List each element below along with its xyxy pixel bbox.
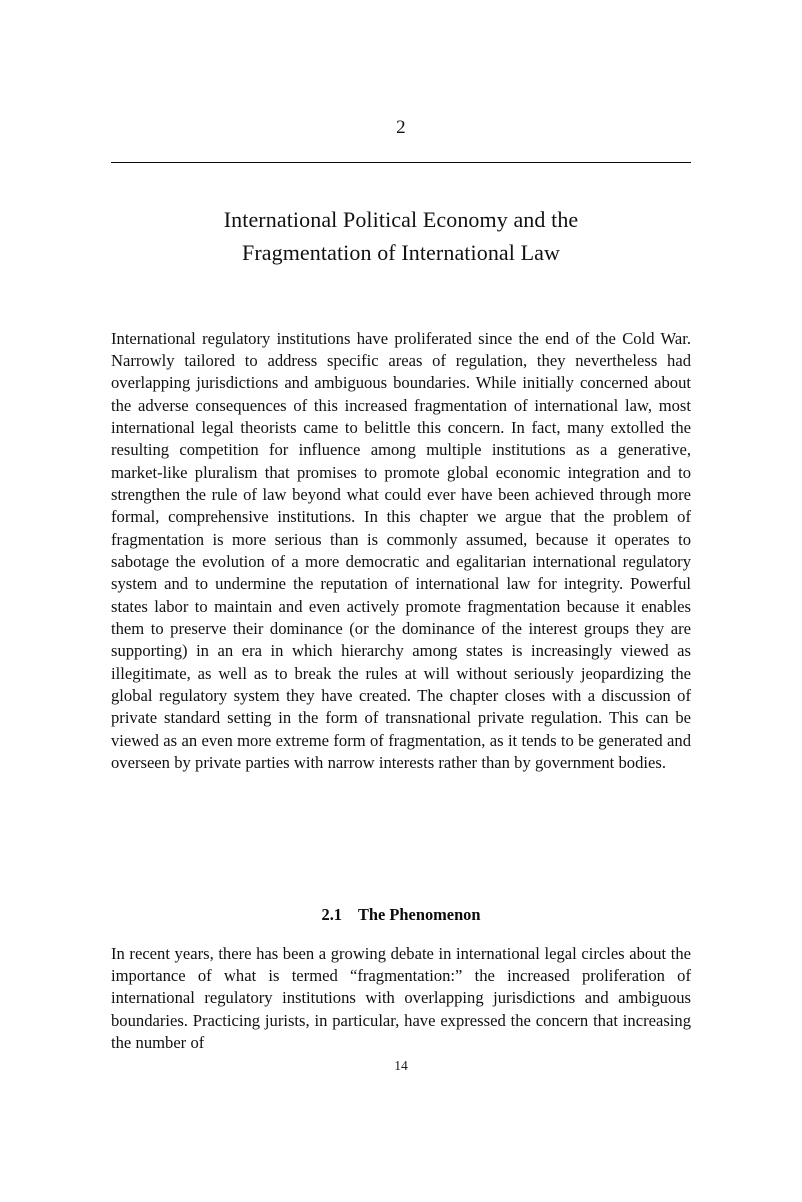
chapter-title [111,203,691,269]
chapter-title-line-1: International Political Economy and the [223,206,579,232]
section-title: The Phenomenon [358,904,481,924]
chapter-title-line-2: Fragmentation of International Law [241,239,561,265]
chapter-intro-paragraph: International regulatory institutions have proliferated since the end of the Cold War. Narrowly tailored to address specific areas of regulation, they nevertheless had overlapping jurisdictions and ambiguous boundaries. While initially concerned about the adverse consequences of this increased fragmentation of international law, most international legal theorists came to belittle this concern. In fact, many extolled the resulting competition for influence among multiple institutions as a generative, market-like pluralism that promises to promote global economic integration and to strengthen the rule of law beyond what could ever have been achieved through more formal, comprehensive institutions. In this chapter we argue that the problem of fragmentation is more serious than is commonly assumed, because it operates to sabotage the evolution of a more democratic and egalitarian international regulatory system and to undermine the reputation of international law for integrity. Powerful states labor to maintain and even actively promote fragmentation because it enables them to preserve their dominance (or the dominance of the interest groups they are supporting) in an era in which hierarchy among states is increasingly viewed as illegitimate, as well as to break the rules at will without seriously jeopardizing the global regulatory system they have created. The chapter closes with a discussion of private standard setting in the form of transnational private regulation. This can be viewed as an even more extreme form of fragmentation, as it tends to be generated and overseen by private parties with narrow interests rather than by government bodies. [111,328,691,773]
chapter-divider-rule [111,162,691,163]
section-heading [111,904,691,926]
chapter-number: 2 [396,117,406,138]
section-number: 2.1 [321,904,342,924]
page-number-folio: 14 [394,1058,408,1073]
section-body-paragraph: In recent years, there has been a growing debate in international legal circles about the importance of what is termed “fragmentation:” the increased proliferation of international regulatory institutions with overlapping jurisdictions and ambiguous boundaries. Practicing jurists, in particular, have expressed the concern that increasing the number of [111,943,691,1052]
